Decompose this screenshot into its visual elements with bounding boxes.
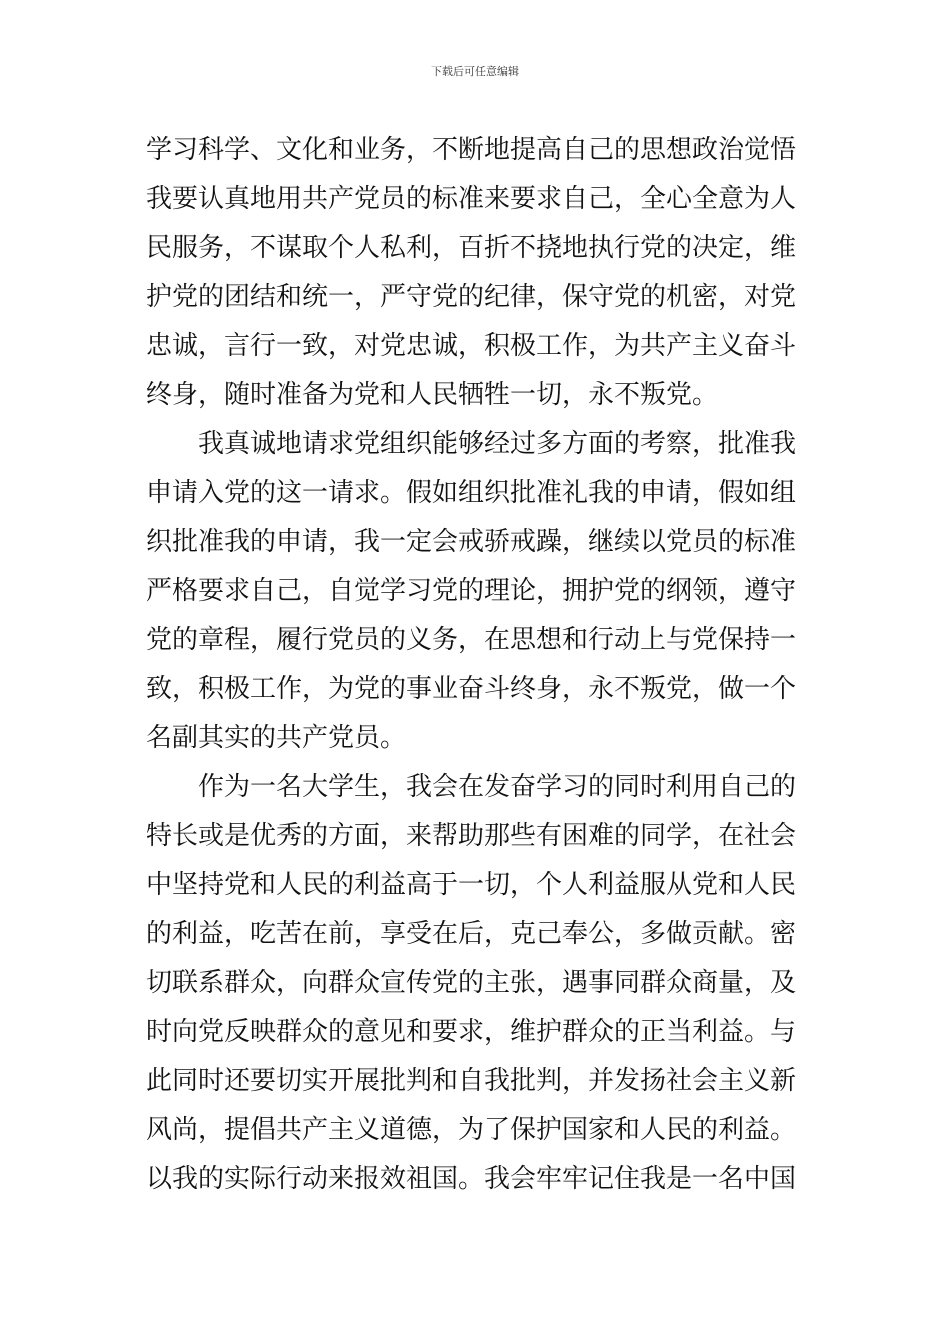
text-line: 致，积极工作，为党的事业奋斗终身，永不叛党，做一个 bbox=[146, 674, 797, 704]
text-line: 申请入党的这一请求。假如组织批准礼我的申请，假如组 bbox=[146, 478, 797, 508]
text-line: 名副其实的共产党员。 bbox=[146, 723, 407, 753]
text-line: 我要认真地用共产党员的标准来要求自己，全心全意为人 bbox=[146, 184, 797, 214]
text-line: 忠诚，言行一致，对党忠诚，积极工作，为共产主义奋斗 bbox=[146, 331, 797, 361]
text-line: 切联系群众，向群众宣传党的主张，遇事同群众商量，及 bbox=[146, 968, 797, 998]
page-header: 下载后可任意编辑 bbox=[431, 65, 519, 78]
body-text bbox=[146, 126, 826, 1204]
text-line: 民服务，不谋取个人私利，百折不挠地执行党的决定，维 bbox=[146, 233, 797, 263]
text-line: 党的章程，履行党员的义务，在思想和行动上与党保持一 bbox=[146, 625, 797, 655]
text-line: 时向党反映群众的意见和要求，维护群众的正当利益。与 bbox=[146, 1017, 797, 1047]
text-line: 风尚，提倡共产主义道德，为了保护国家和人民的利益。 bbox=[146, 1115, 797, 1145]
text-line: 中坚持党和人民的利益高于一切，个人利益服从党和人民 bbox=[146, 870, 797, 900]
text-line: 特长或是优秀的方面，来帮助那些有困难的同学，在社会 bbox=[146, 821, 797, 851]
text-line: 严格要求自己，自觉学习党的理论，拥护党的纲领，遵守 bbox=[146, 576, 797, 606]
text-line: 作为一名大学生，我会在发奋学习的同时利用自己的 bbox=[198, 772, 797, 802]
text-line: 我真诚地请求党组织能够经过多方面的考察，批准我 bbox=[198, 429, 797, 459]
text-line: 终身，随时准备为党和人民牺牲一切，永不叛党。 bbox=[146, 380, 719, 410]
text-line: 学习科学、文化和业务，不断地提高自己的思想政治觉悟 bbox=[146, 135, 797, 165]
text-line: 护党的团结和统一，严守党的纪律，保守党的机密，对党 bbox=[146, 282, 797, 312]
text-line: 此同时还要切实开展批判和自我批判，并发扬社会主义新 bbox=[146, 1066, 797, 1096]
text-line: 织批准我的申请，我一定会戒骄戒躁，继续以党员的标准 bbox=[146, 527, 797, 557]
text-line: 的利益，吃苦在前，享受在后，克己奉公，多做贡献。密 bbox=[146, 919, 797, 949]
text-line: 以我的实际行动来报效祖国。我会牢牢记住我是一名中国 bbox=[146, 1164, 797, 1194]
